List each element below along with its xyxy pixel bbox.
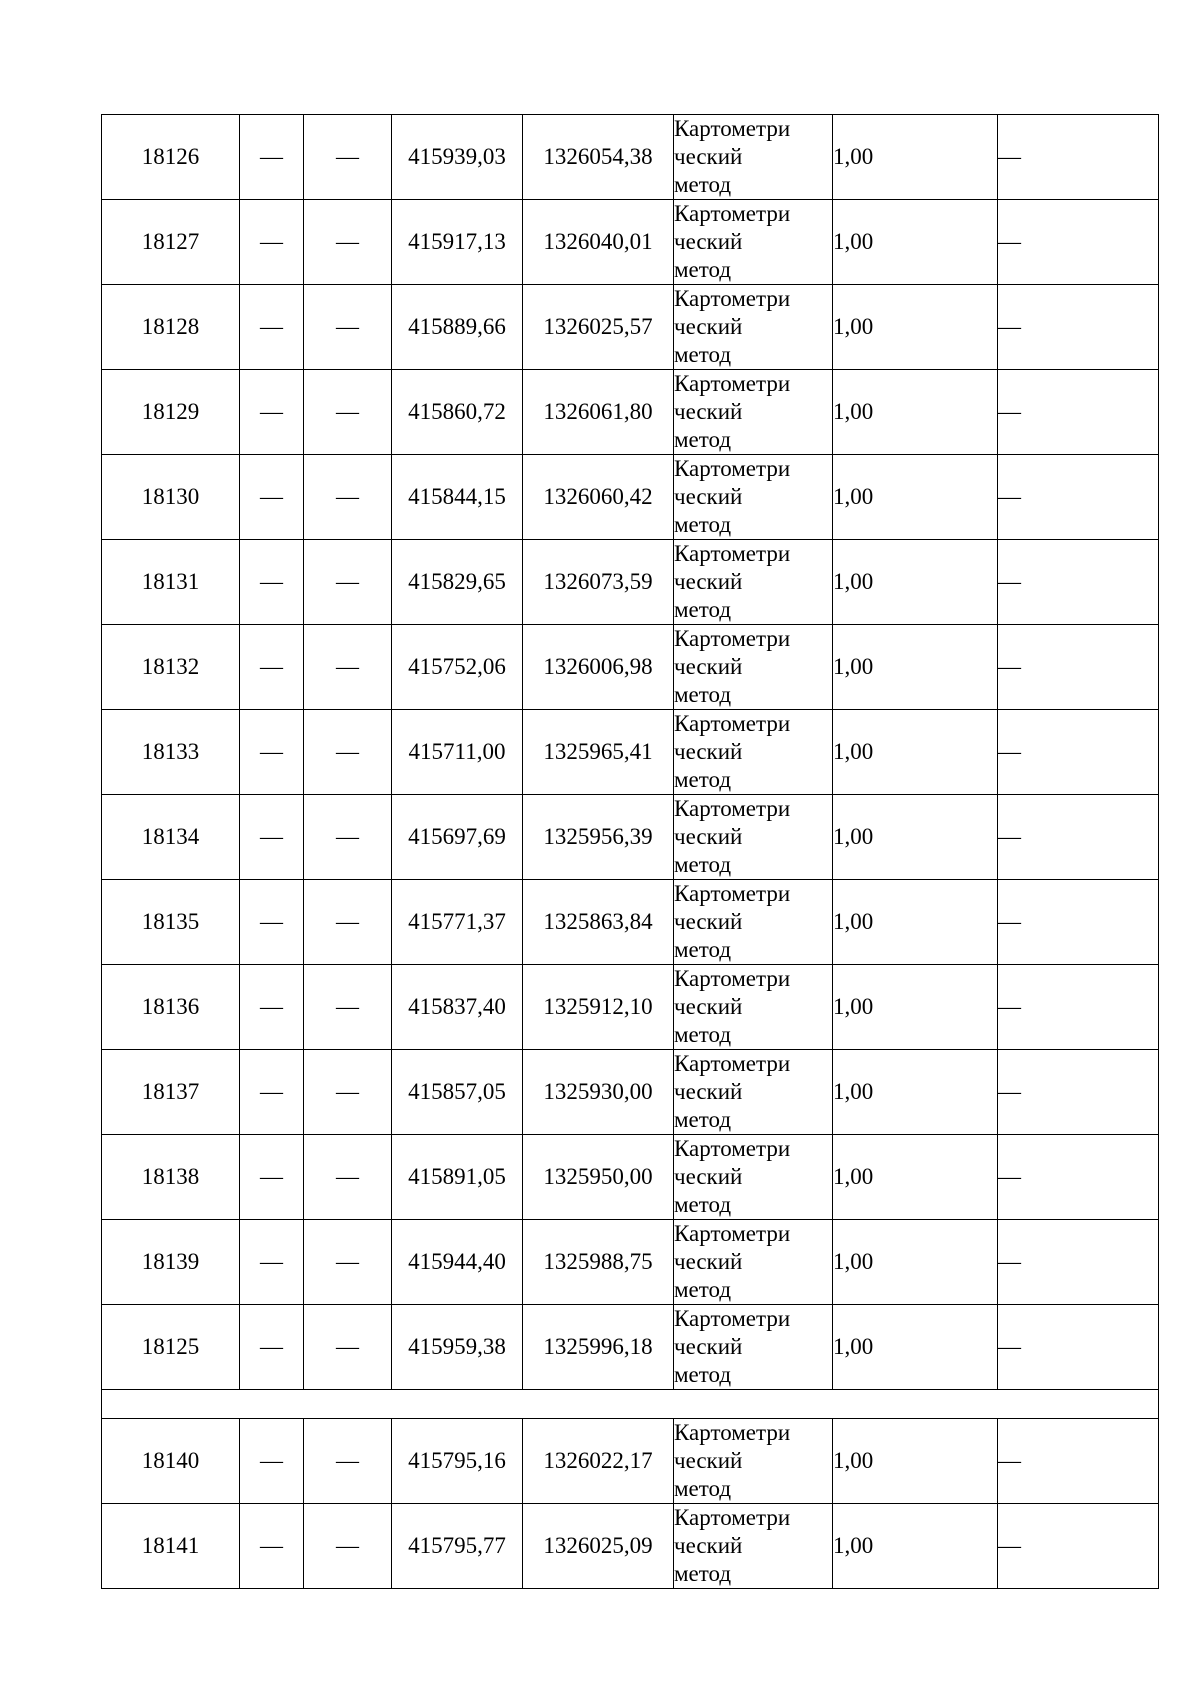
point-number-cell: 18130 [102,455,240,540]
method-text-line: ческий [674,314,743,339]
y-coordinate-cell: 1326022,17 [523,1419,674,1504]
accuracy-cell: 1,00 [833,200,998,285]
accuracy-cell: 1,00 [833,455,998,540]
accuracy-cell: 1,00 [833,795,998,880]
method-cell [674,200,833,285]
empty-dash-cell: — [240,370,304,455]
method-cell [674,1504,833,1589]
table-row [102,370,1159,455]
empty-dash-cell: — [240,1504,304,1589]
method-text-line: метод [674,512,732,537]
empty-dash-cell: — [304,200,392,285]
method-text-line: Картометри [674,626,791,651]
y-coordinate-cell: 1326073,59 [523,540,674,625]
description-dash-cell: — [998,1050,1159,1135]
x-coordinate-cell: 415889,66 [392,285,523,370]
method-cell [674,285,833,370]
description-dash-cell: — [998,965,1159,1050]
method-cell [674,965,833,1050]
y-coordinate-cell: 1325996,18 [523,1305,674,1390]
description-dash-cell: — [998,625,1159,710]
method-text-line: ческий [674,739,743,764]
table-row [102,115,1159,200]
method-text-line: Картометри [674,116,791,141]
empty-dash-cell: — [240,1419,304,1504]
empty-dash-cell: — [240,710,304,795]
method-cell [674,1050,833,1135]
method-text-line: Картометри [674,541,791,566]
accuracy-cell: 1,00 [833,1135,998,1220]
point-number-cell: 18129 [102,370,240,455]
x-coordinate-cell: 415771,37 [392,880,523,965]
point-number-cell: 18133 [102,710,240,795]
method-text-line: метод [674,852,732,877]
section-divider-cell [102,1390,1159,1419]
section-divider-row [102,1390,1159,1419]
accuracy-cell: 1,00 [833,1504,998,1589]
empty-dash-cell: — [304,880,392,965]
method-text-line: метод [674,1277,732,1302]
method-text-line: Картометри [674,796,791,821]
x-coordinate-cell: 415844,15 [392,455,523,540]
y-coordinate-cell: 1326061,80 [523,370,674,455]
empty-dash-cell: — [304,625,392,710]
method-text-line: ческий [674,1448,743,1473]
method-text-line: ческий [674,229,743,254]
empty-dash-cell: — [240,115,304,200]
description-dash-cell: — [998,1305,1159,1390]
table-row [102,1220,1159,1305]
method-text-line: ческий [674,824,743,849]
x-coordinate-cell: 415795,16 [392,1419,523,1504]
method-text-line: Картометри [674,711,791,736]
y-coordinate-cell: 1325912,10 [523,965,674,1050]
description-dash-cell: — [998,115,1159,200]
x-coordinate-cell: 415711,00 [392,710,523,795]
description-dash-cell: — [998,795,1159,880]
table-row [102,285,1159,370]
x-coordinate-cell: 415697,69 [392,795,523,880]
method-text-line: ческий [674,569,743,594]
table-body [102,115,1159,1589]
table-row [102,625,1159,710]
description-dash-cell: — [998,540,1159,625]
method-text-line: ческий [674,1533,743,1558]
empty-dash-cell: — [304,1135,392,1220]
empty-dash-cell: — [304,1220,392,1305]
empty-dash-cell: — [304,115,392,200]
description-dash-cell: — [998,1419,1159,1504]
empty-dash-cell: — [240,880,304,965]
x-coordinate-cell: 415939,03 [392,115,523,200]
empty-dash-cell: — [240,795,304,880]
method-cell [674,1419,833,1504]
accuracy-cell: 1,00 [833,710,998,795]
x-coordinate-cell: 415857,05 [392,1050,523,1135]
point-number-cell: 18128 [102,285,240,370]
empty-dash-cell: — [304,1305,392,1390]
table-row [102,795,1159,880]
method-text-line: ческий [674,1164,743,1189]
y-coordinate-cell: 1326025,57 [523,285,674,370]
empty-dash-cell: — [240,1305,304,1390]
method-text-line: метод [674,1192,732,1217]
method-cell [674,1220,833,1305]
empty-dash-cell: — [240,1220,304,1305]
accuracy-cell: 1,00 [833,1305,998,1390]
method-text-line: метод [674,1107,732,1132]
accuracy-cell: 1,00 [833,1419,998,1504]
method-text-line: метод [674,1476,732,1501]
accuracy-cell: 1,00 [833,625,998,710]
empty-dash-cell: — [304,1419,392,1504]
method-cell [674,1305,833,1390]
method-text-line: метод [674,937,732,962]
table-row [102,200,1159,285]
method-cell [674,795,833,880]
empty-dash-cell: — [304,1050,392,1135]
method-text-line: ческий [674,144,743,169]
empty-dash-cell: — [304,455,392,540]
method-text-line: метод [674,342,732,367]
x-coordinate-cell: 415917,13 [392,200,523,285]
empty-dash-cell: — [304,795,392,880]
method-text-line: ческий [674,909,743,934]
description-dash-cell: — [998,1135,1159,1220]
y-coordinate-cell: 1325863,84 [523,880,674,965]
y-coordinate-cell: 1326006,98 [523,625,674,710]
method-text-line: Картометри [674,286,791,311]
description-dash-cell: — [998,880,1159,965]
empty-dash-cell: — [240,455,304,540]
method-text-line: метод [674,1561,732,1586]
method-text-line: ческий [674,399,743,424]
empty-dash-cell: — [304,370,392,455]
method-cell [674,1135,833,1220]
method-text-line: метод [674,767,732,792]
description-dash-cell: — [998,1504,1159,1589]
method-text-line: ческий [674,1249,743,1274]
method-text-line: Картометри [674,1136,791,1161]
accuracy-cell: 1,00 [833,540,998,625]
point-number-cell: 18137 [102,1050,240,1135]
description-dash-cell: — [998,710,1159,795]
y-coordinate-cell: 1325965,41 [523,710,674,795]
table-row [102,880,1159,965]
x-coordinate-cell: 415891,05 [392,1135,523,1220]
method-text-line: Картометри [674,456,791,481]
empty-dash-cell: — [304,540,392,625]
table-row [102,1135,1159,1220]
method-cell [674,370,833,455]
method-cell [674,115,833,200]
coordinates-table [101,114,1159,1589]
x-coordinate-cell: 415752,06 [392,625,523,710]
method-text-line: метод [674,597,732,622]
x-coordinate-cell: 415837,40 [392,965,523,1050]
x-coordinate-cell: 415860,72 [392,370,523,455]
y-coordinate-cell: 1326025,09 [523,1504,674,1589]
description-dash-cell: — [998,455,1159,540]
accuracy-cell: 1,00 [833,1050,998,1135]
accuracy-cell: 1,00 [833,880,998,965]
method-text-line: Картометри [674,1306,791,1331]
method-text-line: Картометри [674,966,791,991]
table-row [102,1305,1159,1390]
y-coordinate-cell: 1326040,01 [523,200,674,285]
method-text-line: ческий [674,654,743,679]
empty-dash-cell: — [240,625,304,710]
method-text-line: метод [674,427,732,452]
accuracy-cell: 1,00 [833,965,998,1050]
empty-dash-cell: — [304,285,392,370]
method-cell [674,455,833,540]
table-row [102,710,1159,795]
y-coordinate-cell: 1325930,00 [523,1050,674,1135]
point-number-cell: 18138 [102,1135,240,1220]
y-coordinate-cell: 1326060,42 [523,455,674,540]
point-number-cell: 18136 [102,965,240,1050]
point-number-cell: 18131 [102,540,240,625]
point-number-cell: 18141 [102,1504,240,1589]
method-text-line: метод [674,257,732,282]
y-coordinate-cell: 1325956,39 [523,795,674,880]
x-coordinate-cell: 415795,77 [392,1504,523,1589]
y-coordinate-cell: 1325988,75 [523,1220,674,1305]
method-text-line: ческий [674,484,743,509]
empty-dash-cell: — [240,285,304,370]
empty-dash-cell: — [240,965,304,1050]
x-coordinate-cell: 415959,38 [392,1305,523,1390]
method-text-line: метод [674,1022,732,1047]
y-coordinate-cell: 1326054,38 [523,115,674,200]
method-text-line: метод [674,682,732,707]
accuracy-cell: 1,00 [833,285,998,370]
table-row [102,1050,1159,1135]
table-row [102,540,1159,625]
x-coordinate-cell: 415944,40 [392,1220,523,1305]
x-coordinate-cell: 415829,65 [392,540,523,625]
method-text-line: Картометри [674,881,791,906]
method-text-line: Картометри [674,1221,791,1246]
point-number-cell: 18134 [102,795,240,880]
point-number-cell: 18135 [102,880,240,965]
description-dash-cell: — [998,370,1159,455]
empty-dash-cell: — [240,540,304,625]
method-cell [674,710,833,795]
point-number-cell: 18125 [102,1305,240,1390]
point-number-cell: 18139 [102,1220,240,1305]
accuracy-cell: 1,00 [833,1220,998,1305]
method-text-line: ческий [674,1079,743,1104]
accuracy-cell: 1,00 [833,115,998,200]
table-row [102,1504,1159,1589]
table-row [102,1419,1159,1504]
method-text-line: Картометри [674,201,791,226]
y-coordinate-cell: 1325950,00 [523,1135,674,1220]
table-row [102,965,1159,1050]
description-dash-cell: — [998,1220,1159,1305]
method-text-line: Картометри [674,371,791,396]
method-text-line: Картометри [674,1420,791,1445]
empty-dash-cell: — [240,1135,304,1220]
empty-dash-cell: — [304,710,392,795]
empty-dash-cell: — [304,1504,392,1589]
method-cell [674,880,833,965]
table-row [102,455,1159,540]
method-text-line: ческий [674,1334,743,1359]
accuracy-cell: 1,00 [833,370,998,455]
method-text-line: Картометри [674,1505,791,1530]
method-text-line: метод [674,1362,732,1387]
empty-dash-cell: — [240,200,304,285]
method-text-line: ческий [674,994,743,1019]
method-cell [674,540,833,625]
method-cell [674,625,833,710]
point-number-cell: 18127 [102,200,240,285]
empty-dash-cell: — [304,965,392,1050]
description-dash-cell: — [998,200,1159,285]
point-number-cell: 18140 [102,1419,240,1504]
method-text-line: метод [674,172,732,197]
method-text-line: Картометри [674,1051,791,1076]
description-dash-cell: — [998,285,1159,370]
point-number-cell: 18126 [102,115,240,200]
empty-dash-cell: — [240,1050,304,1135]
point-number-cell: 18132 [102,625,240,710]
